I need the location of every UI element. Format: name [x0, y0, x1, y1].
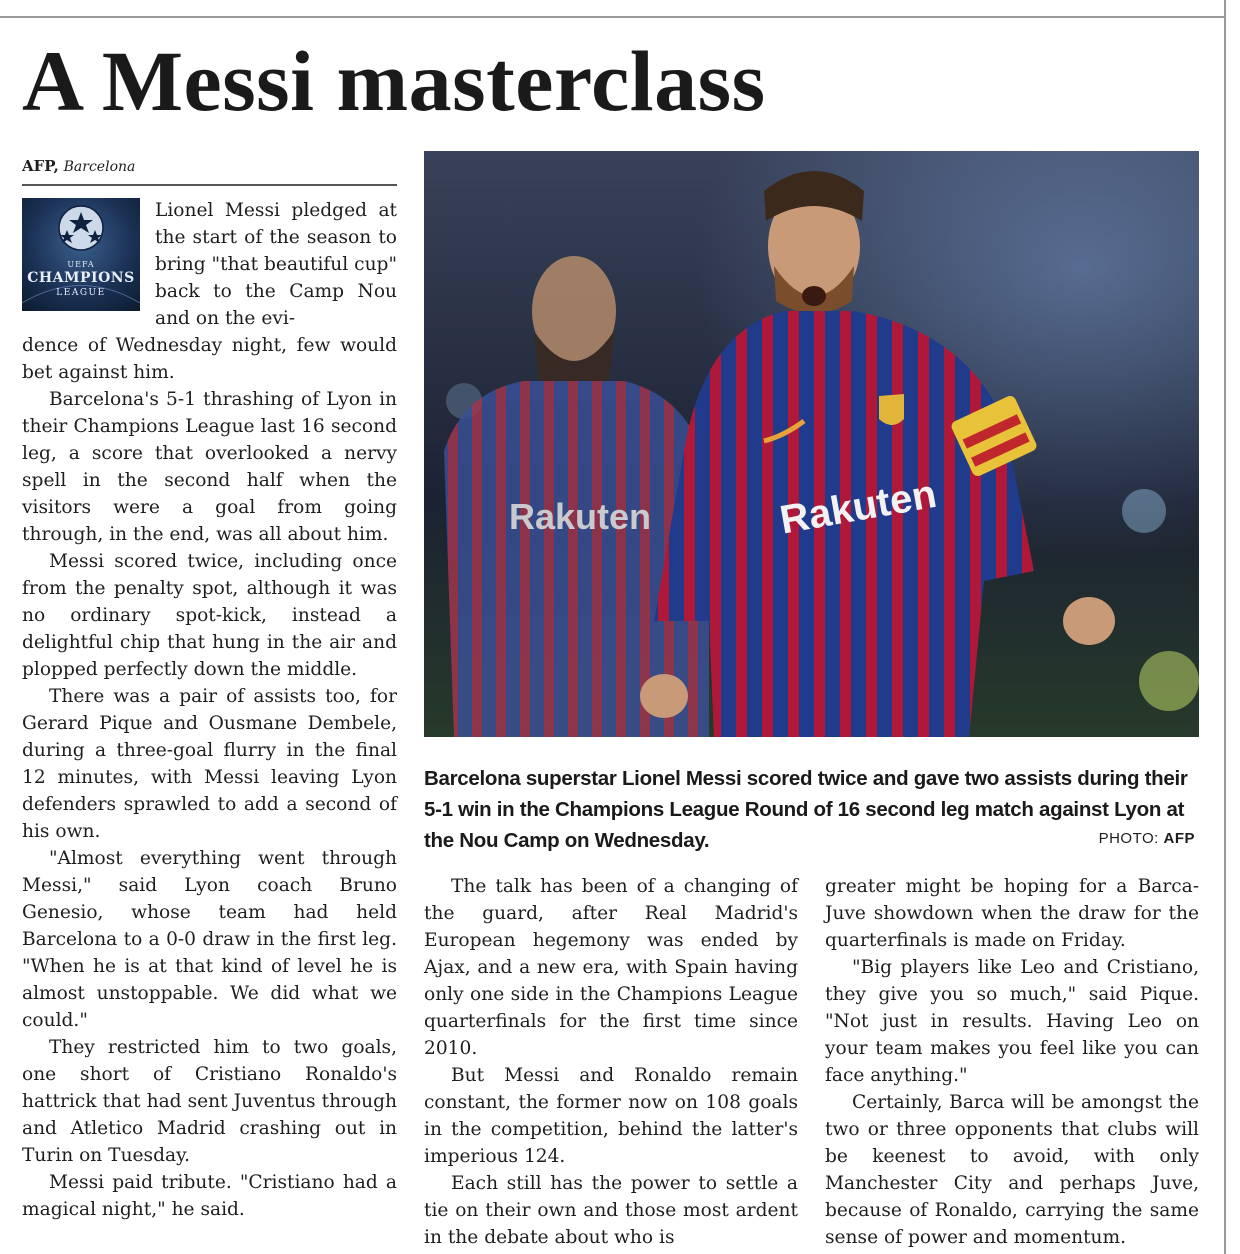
champions-league-logo	[22, 198, 140, 311]
column-3	[825, 873, 1199, 1251]
byline-place: Barcelona	[63, 159, 136, 175]
photo-caption: Barcelona superstar Lionel Messi scored twice and gave two assists during their 5-1 win in the Champions League Round of 16 second leg match against Lyon at the Nou Camp on Wednesday.	[424, 767, 1188, 852]
column-1	[22, 332, 397, 1223]
column-2	[424, 873, 798, 1251]
photo-credit-label: PHOTO:	[1098, 830, 1164, 847]
top-rule	[0, 16, 1224, 18]
column-1-wrap-text	[155, 197, 397, 332]
byline-agency: AFP,	[22, 157, 59, 175]
paragraph: Messi paid tribute. "Cristiano had a magical night," he said.	[22, 1172, 397, 1220]
paragraph: "Almost everything went through Messi," said Lyon coach Bruno Genesio, whose team had held Barcelona to a 0-0 draw in the first leg. "When he is at that kind of level he is almost unstoppable. We did what we could."	[22, 848, 397, 1031]
logo-text-champions: CHAMPIONS	[27, 270, 135, 286]
paragraph: The talk has been of a changing of the guard, after Real Madrid's European hegemony was ended by Ajax, and a new era, with Spain having only one side in the Champions League quarterfinals for the first time since 2010.	[424, 876, 798, 1059]
photo-illustration	[424, 151, 1199, 737]
paragraph: There was a pair of assists too, for Gerard Pique and Ousmane Dembele, during a three-goal flurry in the final 12 minutes, with Messi leaving Lyon defenders sprawled to add a second of his own.	[22, 686, 397, 842]
paragraph: Each still has the power to settle a tie on their own and those most ardent in the debate about who is	[424, 1173, 798, 1248]
photo-messi-celebration	[424, 151, 1199, 737]
logo-text-league: LEAGUE	[56, 288, 106, 298]
paragraph: Barcelona's 5-1 thrashing of Lyon in their Champions League last 16 second leg, a score that overlooked a nervy spell in the second half when the visitors were a goal from going through, in the end, was all about him.	[22, 389, 397, 545]
headline: A Messi masterclass	[22, 33, 766, 129]
logo-text-uefa: UEFA	[67, 260, 95, 269]
paragraph: But Messi and Ronaldo remain constant, the former now on 108 goals in the competition, behind the latter's imperious 124.	[424, 1065, 798, 1167]
background-shirt-sponsor: Rakuten	[509, 496, 652, 537]
paragraph: dence of Wednesday night, few would bet against him.	[22, 335, 397, 383]
side-rule	[1224, 0, 1226, 1254]
byline	[22, 156, 135, 177]
main-shirt-sponsor: Rakuten	[776, 471, 940, 543]
paragraph: Lionel Messi pledged at the start of the season to bring "that beautiful cup" back to the Camp Nou and on the evi-	[155, 200, 397, 329]
photo-credit	[1000, 830, 1195, 847]
paragraph: "Big players like Leo and Cristiano, they give you so much," said Pique. "Not just in results. Having Leo on your team makes you feel like you can face anything."	[825, 957, 1199, 1086]
paragraph: Messi scored twice, including once from the penalty spot, although it was no ordinary spot-kick, instead a delightful chip that hung in the air and plopped perfectly down the middle.	[22, 551, 397, 680]
byline-rule	[22, 184, 397, 186]
paragraph: Certainly, Barca will be amongst the two or three opponents that clubs will be keenest to avoid, with only Manchester City and perhaps Juve, because of Ronaldo, carrying the same sense of power and momentum.	[825, 1092, 1199, 1248]
photo-credit-source: AFP	[1163, 830, 1195, 847]
paragraph: They restricted him to two goals, one short of Cristiano Ronaldo's hattrick that had sent Juventus through and Atletico Madrid crashing out in Turin on Tuesday.	[22, 1037, 397, 1166]
paragraph: greater might be hoping for a Barca-Juve showdown when the draw for the quarterfinals is made on Friday.	[825, 876, 1199, 951]
